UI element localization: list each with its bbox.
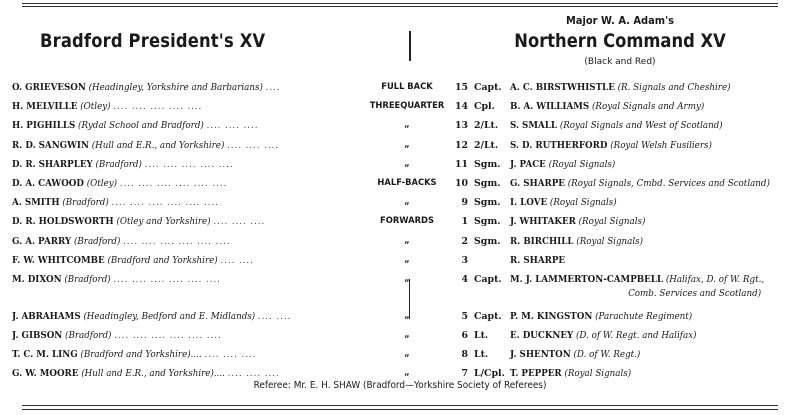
shirt-number: 10 [454,177,468,189]
away-player-name: S. D. RUTHERFORD [510,139,608,151]
position-label: „ [404,368,410,379]
position-label: „ [404,139,410,150]
table-row [0,251,800,270]
away-player-club: (Royal Signals and Army) [591,101,705,113]
table-row [0,270,800,307]
away-player [510,270,789,299]
shirt-number: 6 [461,330,468,342]
away-player-rank: Capt. [474,310,502,322]
leader-dots: .... [265,82,281,93]
away-player [510,193,789,212]
leader-dots: .... .... .... .... .... .... [123,235,231,247]
away-player [510,232,789,251]
away-player [510,251,789,270]
away-player-name: J. SHENTON [510,349,571,361]
home-player [12,212,342,231]
home-player-club: (Rydal School and Bradford) [78,120,204,132]
home-player-name: T. C. M. LING [12,349,78,361]
away-player-club: (Parachute Regiment) [595,310,693,322]
position-label: „ [404,158,410,169]
home-player-club: (Hull and E.R., and Yorkshire).... [81,368,225,380]
leader-dots: .... .... .... [204,349,257,361]
home-player [12,136,342,155]
away-player-name: A. C. BIRSTWHISTLE [510,82,615,93]
leader-dots: .... .... .... [227,368,280,380]
away-player-name: I. LOVE [510,197,548,209]
shirt-number: 11 [454,158,468,170]
home-player-name: M. DIXON [12,273,62,285]
away-player-rank: Sgm. [474,177,501,189]
position-label: „ [404,197,410,208]
home-player-name: H. PIGHILLS [12,120,76,132]
away-player [510,155,789,174]
home-player-name: A. SMITH [12,197,60,209]
table-row [0,116,800,135]
position-label: FORWARDS [380,216,434,227]
away-player-club: (D. of W. Regt.) [573,349,641,361]
position-label: „ [404,120,410,131]
away-player-club: (Royal Welsh Fusiliers) [610,139,712,151]
bottom-rule [22,405,778,406]
home-player-club: (Bradford and Yorkshire).... [80,349,202,361]
away-player-club: (D. of W. Regt. and Halifax) [576,330,697,342]
home-player [12,251,342,270]
away-player-club: (Royal Signals) [576,235,644,247]
position-label: FULL BACK [381,82,433,92]
away-player-rank: 2/Lt. [474,139,499,151]
home-player-name: G. W. MOORE [12,368,79,380]
home-player-club: (Bradford) [95,158,142,170]
table-row [0,174,800,193]
home-player-club: (Otley) [80,101,111,113]
away-player-name: T. PEPPER [510,368,562,380]
table-row [0,136,800,155]
home-player-club: (Bradford) [65,330,112,342]
position-label: HALF-BACKS [377,177,437,188]
away-player [510,97,789,116]
away-player-name: G. SHARPE [510,177,565,189]
header-divider [409,31,411,61]
home-player [12,174,342,193]
position-label: „ [404,330,410,341]
leader-dots: .... .... .... .... .... [144,158,234,170]
home-player [12,232,342,251]
away-player-rank: L/Cpl. [474,368,505,380]
home-player-name: O. GRIEVESON [12,82,86,93]
away-player-name: E. DUCKNEY [510,330,574,342]
leader-dots: .... .... [220,254,254,266]
away-player-rank: Sgm. [474,197,501,209]
home-player [12,307,342,326]
shirt-number: 2 [461,235,468,247]
home-player-club: (Bradford and Yorkshire) [107,254,218,266]
home-player-club: (Bradford) [62,197,109,209]
away-player-club: (Halifax, D. of W. Rgt., [665,273,765,285]
shirt-number: 15 [454,82,468,93]
home-player [12,193,342,212]
table-row [0,212,800,231]
shirt-number: 13 [454,120,468,132]
home-player-name: H. MELVILLE [12,101,78,113]
position-label: „ [404,235,410,246]
shirt-number: 14 [454,101,468,113]
position-label: THREEQUARTER [369,101,445,112]
team-sheet [0,78,800,384]
position-label: „ [404,254,410,265]
table-row [0,97,800,116]
away-player-rank: Capt. [474,273,502,285]
away-player-club: (Royal Signals, Cmbd. Services and Scotland) [567,177,770,189]
away-player-name: P. M. KINGSTON [510,310,593,322]
bottom-rule-inner [22,409,778,410]
top-rule-inner [22,6,778,7]
table-row [0,78,800,97]
table-row [0,155,800,174]
home-player [12,97,342,116]
leader-dots: .... .... .... .... .... [113,101,203,113]
away-player-club: (R. Signals and Cheshire) [617,82,731,93]
away-player-rank: Sgm. [474,216,501,228]
away-player-rank: 2/Lt. [474,120,499,132]
away-player-rank: Cpl. [474,101,495,113]
home-player-name: D. A. CAWOOD [12,177,84,189]
away-player-rank: Sgm. [474,235,501,247]
home-player-club: (Hull and E.R., and Yorkshire) [91,139,225,151]
home-player-name: F. W. WHITCOMBE [12,254,105,266]
away-player-name: R. BIRCHILL [510,235,574,247]
away-player [510,326,789,345]
away-player [510,307,789,326]
leader-dots: .... .... [257,310,292,322]
position-label: „ [404,273,410,284]
away-player-club: (Royal Signals) [549,197,617,209]
away-player [510,212,789,231]
shirt-number: 5 [461,310,468,322]
leader-dots: .... .... .... [227,139,279,151]
away-player-name: J. WHITAKER [510,216,576,228]
home-player [12,116,342,135]
home-player-name: R. D. SANGWIN [12,139,89,151]
away-player-rank: Lt. [474,349,489,361]
away-team-colours: (Black and Red) [584,57,656,67]
away-player [510,116,789,135]
leader-dots: .... .... .... .... .... .... [111,197,219,209]
away-player-rank: Capt. [474,82,502,93]
away-player-rank: Sgm. [474,158,501,170]
home-player [12,78,342,97]
home-player-name: G. A. PARRY [12,235,72,247]
away-team-title: Northern Command XV [514,30,726,52]
shirt-number: 9 [461,197,468,209]
top-rule [22,3,778,4]
shirt-number: 3 [461,254,468,266]
away-team-patron: Major W. A. Adam's [565,14,675,27]
home-player-club: (Otley and Yorkshire) [116,216,211,228]
shirt-number: 1 [461,216,468,228]
shirt-number: 12 [454,139,468,151]
away-player-name: M. J. LAMMERTON-CAMPBELL [510,273,664,285]
home-player-name: J. GIBSON [12,330,63,342]
home-player-club: (Headingley, Yorkshire and Barbarians) [88,82,263,93]
home-player-club: (Headingley, Bedford and E. Midlands) [83,310,256,322]
shirt-number: 8 [461,349,468,361]
away-player-name: J. PACE [510,158,546,170]
away-player-rank: Lt. [474,330,489,342]
shirt-number: 4 [461,273,468,285]
position-label: „ [404,349,410,360]
away-player [510,174,789,193]
leader-dots: .... .... .... [213,216,266,228]
away-player [510,345,789,364]
away-player-name: B. A. WILLIAMS [510,101,590,113]
away-player [510,136,789,155]
home-player [12,326,342,345]
away-player-club: (Royal Signals and West of Scotland) [559,120,723,132]
home-player [12,270,342,289]
table-row [0,193,800,212]
away-player-club: (Royal Signals) [548,158,616,170]
home-player-name: J. ABRAHAMS [12,310,81,322]
shirt-number: 7 [461,368,468,380]
away-player-club: (Royal Signals) [578,216,646,228]
home-player-club: (Bradford) [64,273,111,285]
table-row [0,326,800,345]
home-team-title: Bradford President's XV [40,30,266,52]
home-player [12,155,342,174]
position-label: „ [404,310,410,321]
leader-dots: .... .... .... .... .... .... [119,177,228,189]
away-player-club-continued: Comb. Services and Scotland) [628,287,762,299]
home-player [12,345,342,364]
referee-line: Referee: Mr. E. H. SHAW (Bradford—Yorkshire Society of Referees) [253,380,547,391]
leader-dots: .... .... .... .... .... .... [113,273,221,285]
away-player [510,78,789,97]
leader-dots: .... .... .... [206,120,259,132]
away-player-club: (Royal Signals) [564,368,632,380]
away-player-name: R. SHARPE [510,254,566,266]
table-row [0,232,800,251]
home-player-name: D. R. HOLDSWORTH [12,216,114,228]
table-row [0,345,800,364]
leader-dots: .... .... .... .... .... .... [114,330,222,342]
away-player-name: S. SMALL [510,120,558,132]
home-player-name: D. R. SHARPLEY [12,158,93,170]
home-player-club: (Bradford) [73,235,121,247]
table-row [0,307,800,326]
home-player-club: (Otley) [86,177,118,189]
